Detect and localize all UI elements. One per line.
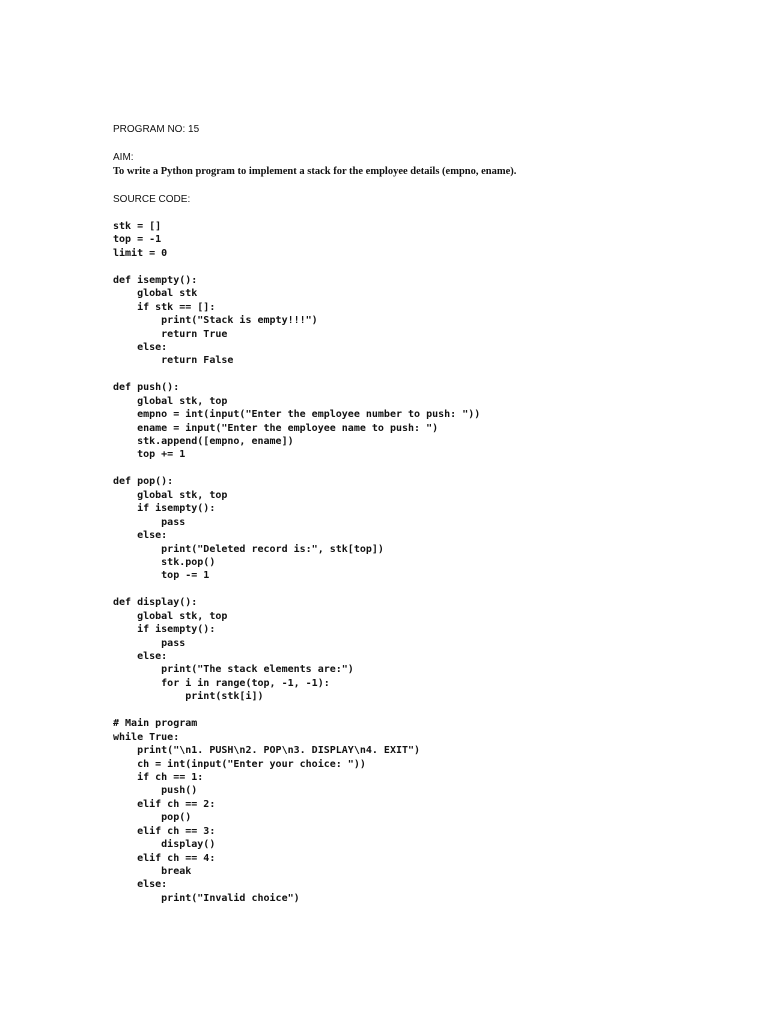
code-line: stk.append([empno, ename]) bbox=[113, 436, 294, 447]
code-line: def push(): bbox=[113, 382, 180, 394]
code-line: return False bbox=[113, 355, 234, 367]
code-line: else: bbox=[113, 651, 168, 662]
aim-text: To write a Python program to implement a stack for the employee details (empno, ename). bbox=[113, 166, 517, 177]
code-line: display() bbox=[113, 839, 216, 851]
aim-label: AIM: bbox=[113, 152, 134, 163]
code-line: while True: bbox=[113, 731, 180, 743]
code-line bbox=[113, 368, 733, 381]
code-line: for i in range(top, -1, -1): bbox=[113, 677, 330, 689]
program-number: PROGRAM NO: 15 bbox=[113, 124, 200, 135]
code-line: def pop(): bbox=[113, 476, 174, 488]
code-line bbox=[113, 583, 733, 596]
code-line: pass bbox=[113, 637, 186, 649]
code-line: global stk, top bbox=[113, 395, 228, 407]
code-line: top = -1 bbox=[113, 234, 162, 246]
code-line: def isempty(): bbox=[113, 274, 198, 286]
code-line: print("The stack elements are:") bbox=[113, 664, 354, 676]
code-line: if ch == 1: bbox=[113, 771, 204, 783]
code-line: print("\n1. PUSH\n2. POP\n3. DISPLAY\n4. EXIT") bbox=[113, 745, 421, 757]
code-line: return True bbox=[113, 328, 228, 340]
source-code-block bbox=[113, 220, 733, 905]
code-line: stk = [] bbox=[113, 221, 162, 232]
code-line: pass bbox=[113, 516, 186, 528]
code-line: print("Stack is empty!!!") bbox=[113, 315, 318, 327]
code-line: stk.pop() bbox=[113, 556, 216, 568]
code-line: global stk bbox=[113, 288, 198, 300]
code-line: elif ch == 3: bbox=[113, 825, 216, 837]
document-content bbox=[113, 123, 733, 905]
code-line: global stk, top bbox=[113, 489, 228, 501]
code-line: def display(): bbox=[113, 597, 198, 609]
code-line: if stk == []: bbox=[113, 301, 216, 313]
code-line: ch = int(input("Enter your choice: ")) bbox=[113, 758, 366, 770]
code-line: print("Invalid choice") bbox=[113, 892, 300, 904]
code-line: else: bbox=[113, 879, 168, 891]
code-line: ename = input("Enter the employee name to push: ") bbox=[113, 422, 439, 434]
code-line: if isempty(): bbox=[113, 624, 216, 636]
code-line: top += 1 bbox=[113, 449, 186, 461]
code-line: print("Deleted record is:", stk[top]) bbox=[113, 543, 384, 555]
code-line: limit = 0 bbox=[113, 247, 168, 259]
code-line: else: bbox=[113, 341, 168, 353]
spacer bbox=[113, 207, 733, 220]
code-line: else: bbox=[113, 530, 168, 542]
code-line: # Main program bbox=[113, 718, 198, 730]
code-line bbox=[113, 260, 733, 273]
code-line: pop() bbox=[113, 812, 192, 824]
spacer bbox=[113, 179, 733, 193]
code-line bbox=[113, 462, 733, 475]
code-line: push() bbox=[113, 785, 198, 797]
source-code-label: SOURCE CODE: bbox=[113, 194, 191, 205]
code-line bbox=[113, 704, 733, 717]
code-line: global stk, top bbox=[113, 610, 228, 622]
code-line: print(stk[i]) bbox=[113, 691, 264, 703]
spacer bbox=[113, 137, 733, 151]
code-line: elif ch == 2: bbox=[113, 798, 216, 810]
code-line: if isempty(): bbox=[113, 503, 216, 515]
code-line: top -= 1 bbox=[113, 570, 210, 582]
code-line: empno = int(input("Enter the employee number to push: ")) bbox=[113, 409, 481, 421]
code-line: break bbox=[113, 866, 192, 877]
code-line: elif ch == 4: bbox=[113, 852, 216, 864]
